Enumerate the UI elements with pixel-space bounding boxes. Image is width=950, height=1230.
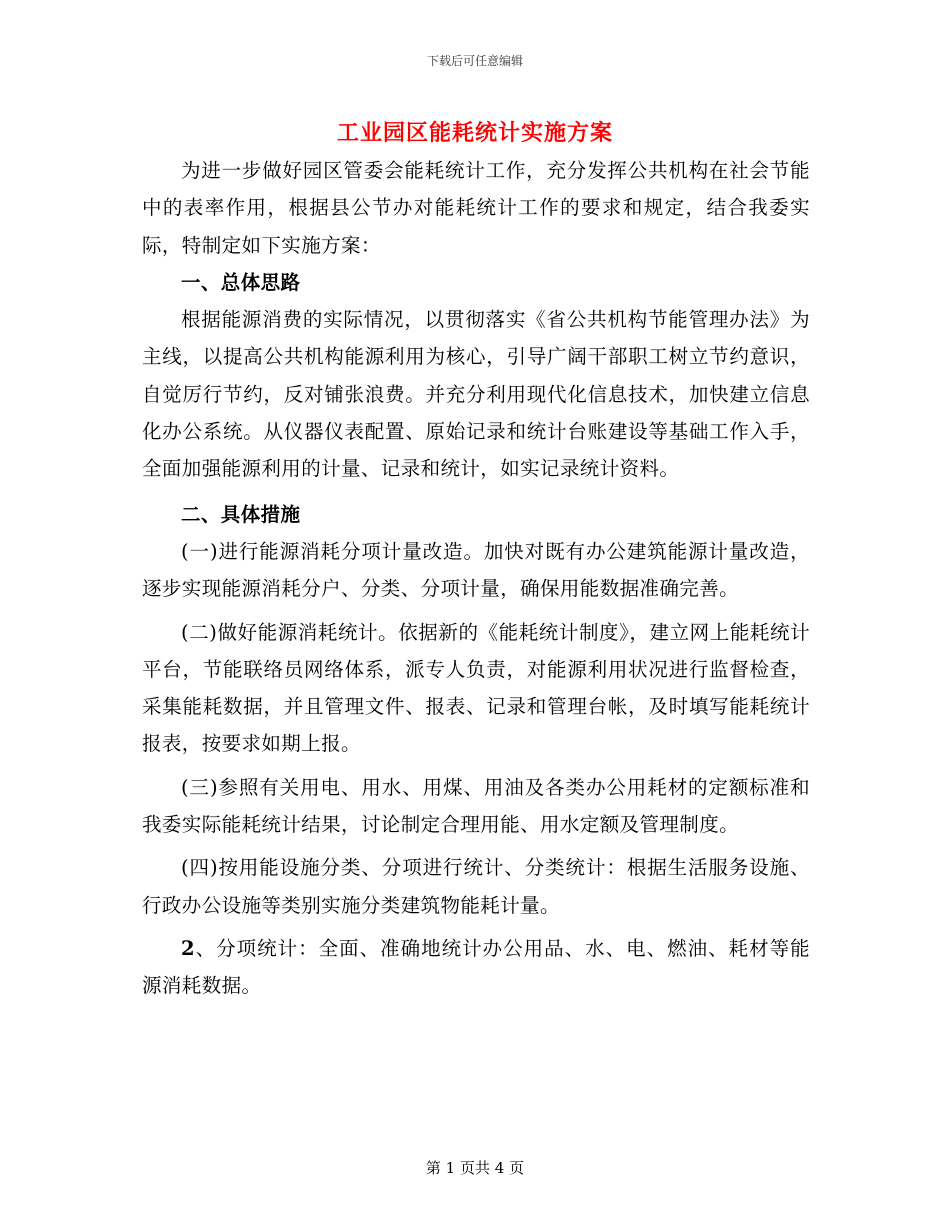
item-5-number: 2: [181, 936, 195, 960]
document-title: 工业园区能耗统计实施方案: [336, 121, 613, 146]
page-header: 下载后可任意编辑: [426, 54, 523, 68]
section-heading-overall: 一、总体思路: [181, 270, 301, 294]
measure-item-3: (三)参照有关用电、用水、用煤、用油及各类办公用耗材的定额标准和我委实际能耗统计结果，讨论制定合理用能、用水定额及管理制度。: [142, 775, 810, 837]
measure-item-5: [142, 930, 810, 1005]
measure-item-1: (一)进行能源消耗分项计量改造。加快对既有办公建筑能源计量改造，逐步实现能源消耗分户、分类、分项计量，确保用能数据准确完善。: [142, 539, 810, 601]
item-5-text: 、分项统计：全面、准确地统计办公用品、水、电、燃油、耗材等能源消耗数据。: [142, 936, 810, 998]
document-body: [142, 152, 810, 1005]
intro-paragraph: 为进一步做好园区管委会能耗统计工作，充分发挥公共机构在社会节能中的表率作用，根据县公节办对能耗统计工作的要求和规定，结合我委实际，特制定如下实施方案：: [142, 159, 810, 257]
overall-paragraph: 根据能源消费的实际情况，以贯彻落实《省公共机构节能管理办法》为主线，以提高公共机构能源利用为核心，引导广阔干部职工树立节约意识，自觉厉行节约，反对铺张浪费。并充分利用现代化信息技术，加快建立信息化办公系统。从仪器仪表配置、原始记录和统计台账建设等基础工作入手，全面加强能源利用的计量、记录和统计，如实记录统计资料。: [142, 308, 810, 481]
measure-item-2: (二)做好能源消耗统计。依据新的《能耗统计制度》，建立网上能耗统计平台，节能联络员网络体系，派专人负责，对能源利用状况进行监督检查，采集能耗数据，并且管理文件、报表、记录和管理台帐，及时填写能耗统计报表，按要求如期上报。: [142, 620, 810, 756]
measure-item-4: (四)按用能设施分类、分项进行统计、分类统计：根据生活服务设施、行政办公设施等类别实施分类建筑物能耗计量。: [142, 856, 810, 917]
section-heading-measures: 二、具体措施: [181, 502, 301, 526]
page-footer: 第 1 页共 4 页: [425, 1159, 525, 1177]
